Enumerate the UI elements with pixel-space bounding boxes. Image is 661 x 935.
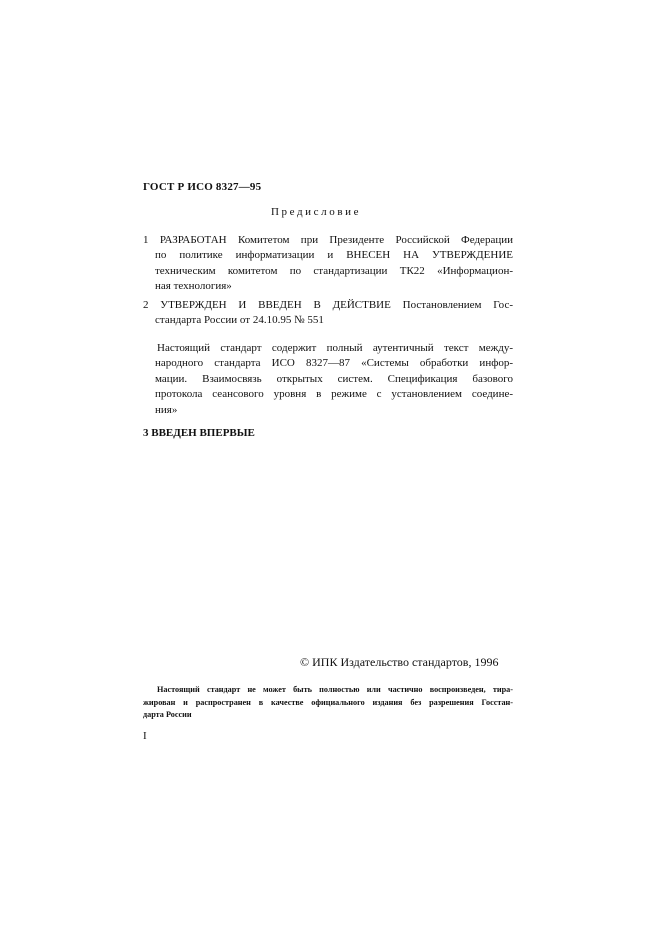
notice-line-3: дарта России xyxy=(143,710,192,719)
item-developed-by xyxy=(143,233,513,295)
item-approved-note xyxy=(143,341,513,418)
note-line-1: Настоящий стандарт содержит полный аутентичный текст между- xyxy=(157,342,513,354)
standard-code: ГОСТ Р ИСО 8327—95 xyxy=(143,181,262,193)
notice-line-2: жирован и распространен в качестве официального издания без разрешения Госстан- xyxy=(143,697,513,707)
item-approved xyxy=(143,298,513,329)
reproduction-notice xyxy=(143,684,513,722)
item2-line-1: 2 УТВЕРЖДЕН И ВВЕДЕН В ДЕЙСТВИЕ Постановлением Гос- xyxy=(143,299,513,311)
page-number: I xyxy=(143,730,147,742)
note-line-4: протокола сеансового уровня в режиме с установлением соедине- xyxy=(155,388,513,401)
item-first-introduced xyxy=(143,426,513,441)
item1-line-4: ная технология» xyxy=(155,280,232,293)
item1-line-3: техническим комитетом по стандартизации ТК22 «Информацион- xyxy=(155,264,513,277)
section-heading: Предисловие xyxy=(271,206,362,218)
copyright-line: © ИПК Издательство стандартов, 1996 xyxy=(300,655,499,669)
note-line-5: ния» xyxy=(155,403,178,416)
note-line-3: мации. Взаимосвязь открытых систем. Спецификация базового xyxy=(155,372,513,385)
item1-line-2: по политике информатизации и ВНЕСЕН НА УТВЕРЖДЕНИЕ xyxy=(155,249,513,262)
note-line-2: народного стандарта ИСО 8327—87 «Системы обработки инфор- xyxy=(155,357,513,370)
item1-line-1: 1 РАЗРАБОТАН Комитетом при Президенте Российской Федерации xyxy=(143,234,513,246)
item3-line: 3 ВВЕДЕН ВПЕРВЫЕ xyxy=(143,427,255,439)
item2-line-2: стандарта России от 24.10.95 № 551 xyxy=(155,314,324,327)
notice-line-1: Настоящий стандарт не может быть полностью или частично воспроизведен, тира- xyxy=(157,685,513,694)
